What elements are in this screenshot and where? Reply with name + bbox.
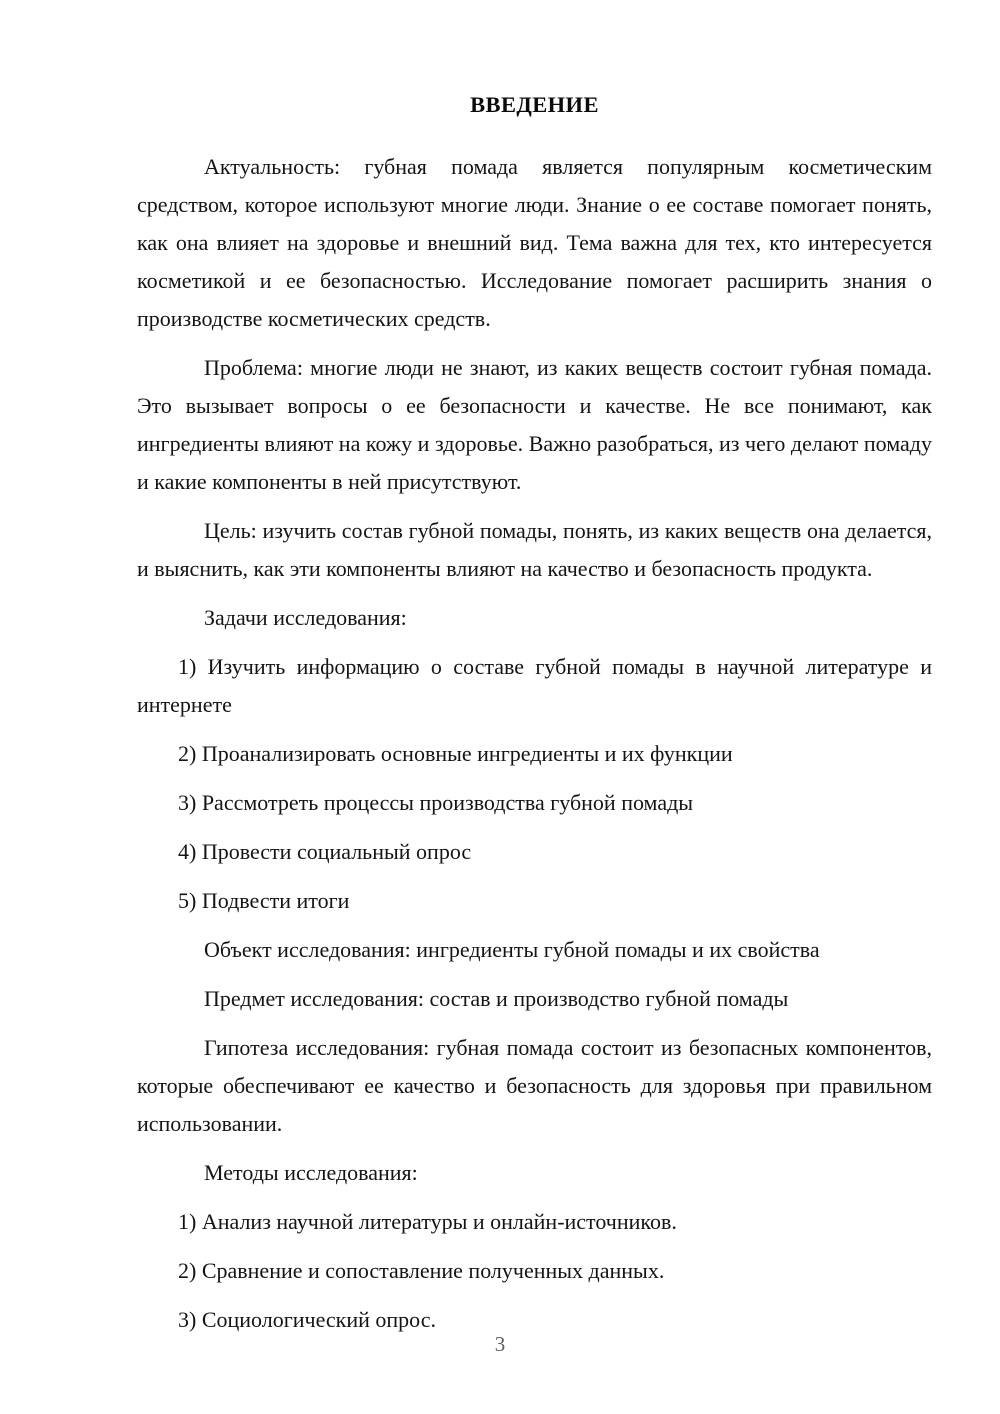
heading-methods: Методы исследования: [204, 1160, 418, 1185]
page-number: 3 [494, 1332, 506, 1356]
paragraph-subject: Предмет исследования: состав и производство губной помады [204, 986, 789, 1011]
paragraph-relevance: Актуальность: губная помада является популярным косметическим средством, которое используют многие люди. Знание о ее составе помогает понять, как она влияет на здоровье и внешний вид. Тема важна для тех, кто интересуется косметикой и ее безопасностью. Исследование помогает расширить знания о производстве косметических средств. [137, 154, 932, 331]
list-item: 4) Провести социальный опрос [178, 839, 472, 864]
page-title: ВВЕДЕНИЕ [470, 92, 599, 117]
list-item: 2) Сравнение и сопоставление полученных данных. [178, 1258, 665, 1283]
paragraph-goal: Цель: изучить состав губной помады, понять, из каких веществ она делается, и выяснить, как эти компоненты влияют на качество и безопасность продукта. [137, 518, 932, 581]
heading-tasks: Задачи исследования: [204, 605, 407, 630]
list-item: 1) Анализ научной литературы и онлайн-источников. [178, 1209, 677, 1234]
list-item: 3) Рассмотреть процессы производства губной помады [178, 790, 694, 815]
paragraph-problem: Проблема: многие люди не знают, из каких веществ состоит губная помада. Это вызывает вопросы о ее безопасности и качестве. Не все понимают, как ингредиенты влияют на кожу и здоровье. Важно разобраться, из чего делают помаду и какие компоненты в ней присутствуют. [137, 355, 932, 494]
list-item: 5) Подвести итоги [178, 888, 350, 913]
list-item: 1) Изучить информацию о составе губной помады в научной литературе и интернете [137, 654, 932, 717]
paragraph-hypothesis: Гипотеза исследования: губная помада состоит из безопасных компонентов, которые обеспечивают ее качество и безопасность для здоровья при правильном использовании. [137, 1035, 932, 1136]
paragraph-object: Объект исследования: ингредиенты губной помады и их свойства [204, 937, 820, 962]
document-body [137, 90, 932, 1350]
list-item: 2) Проанализировать основные ингредиенты и их функции [178, 741, 733, 766]
list-item: 3) Социологический опрос. [178, 1307, 436, 1332]
